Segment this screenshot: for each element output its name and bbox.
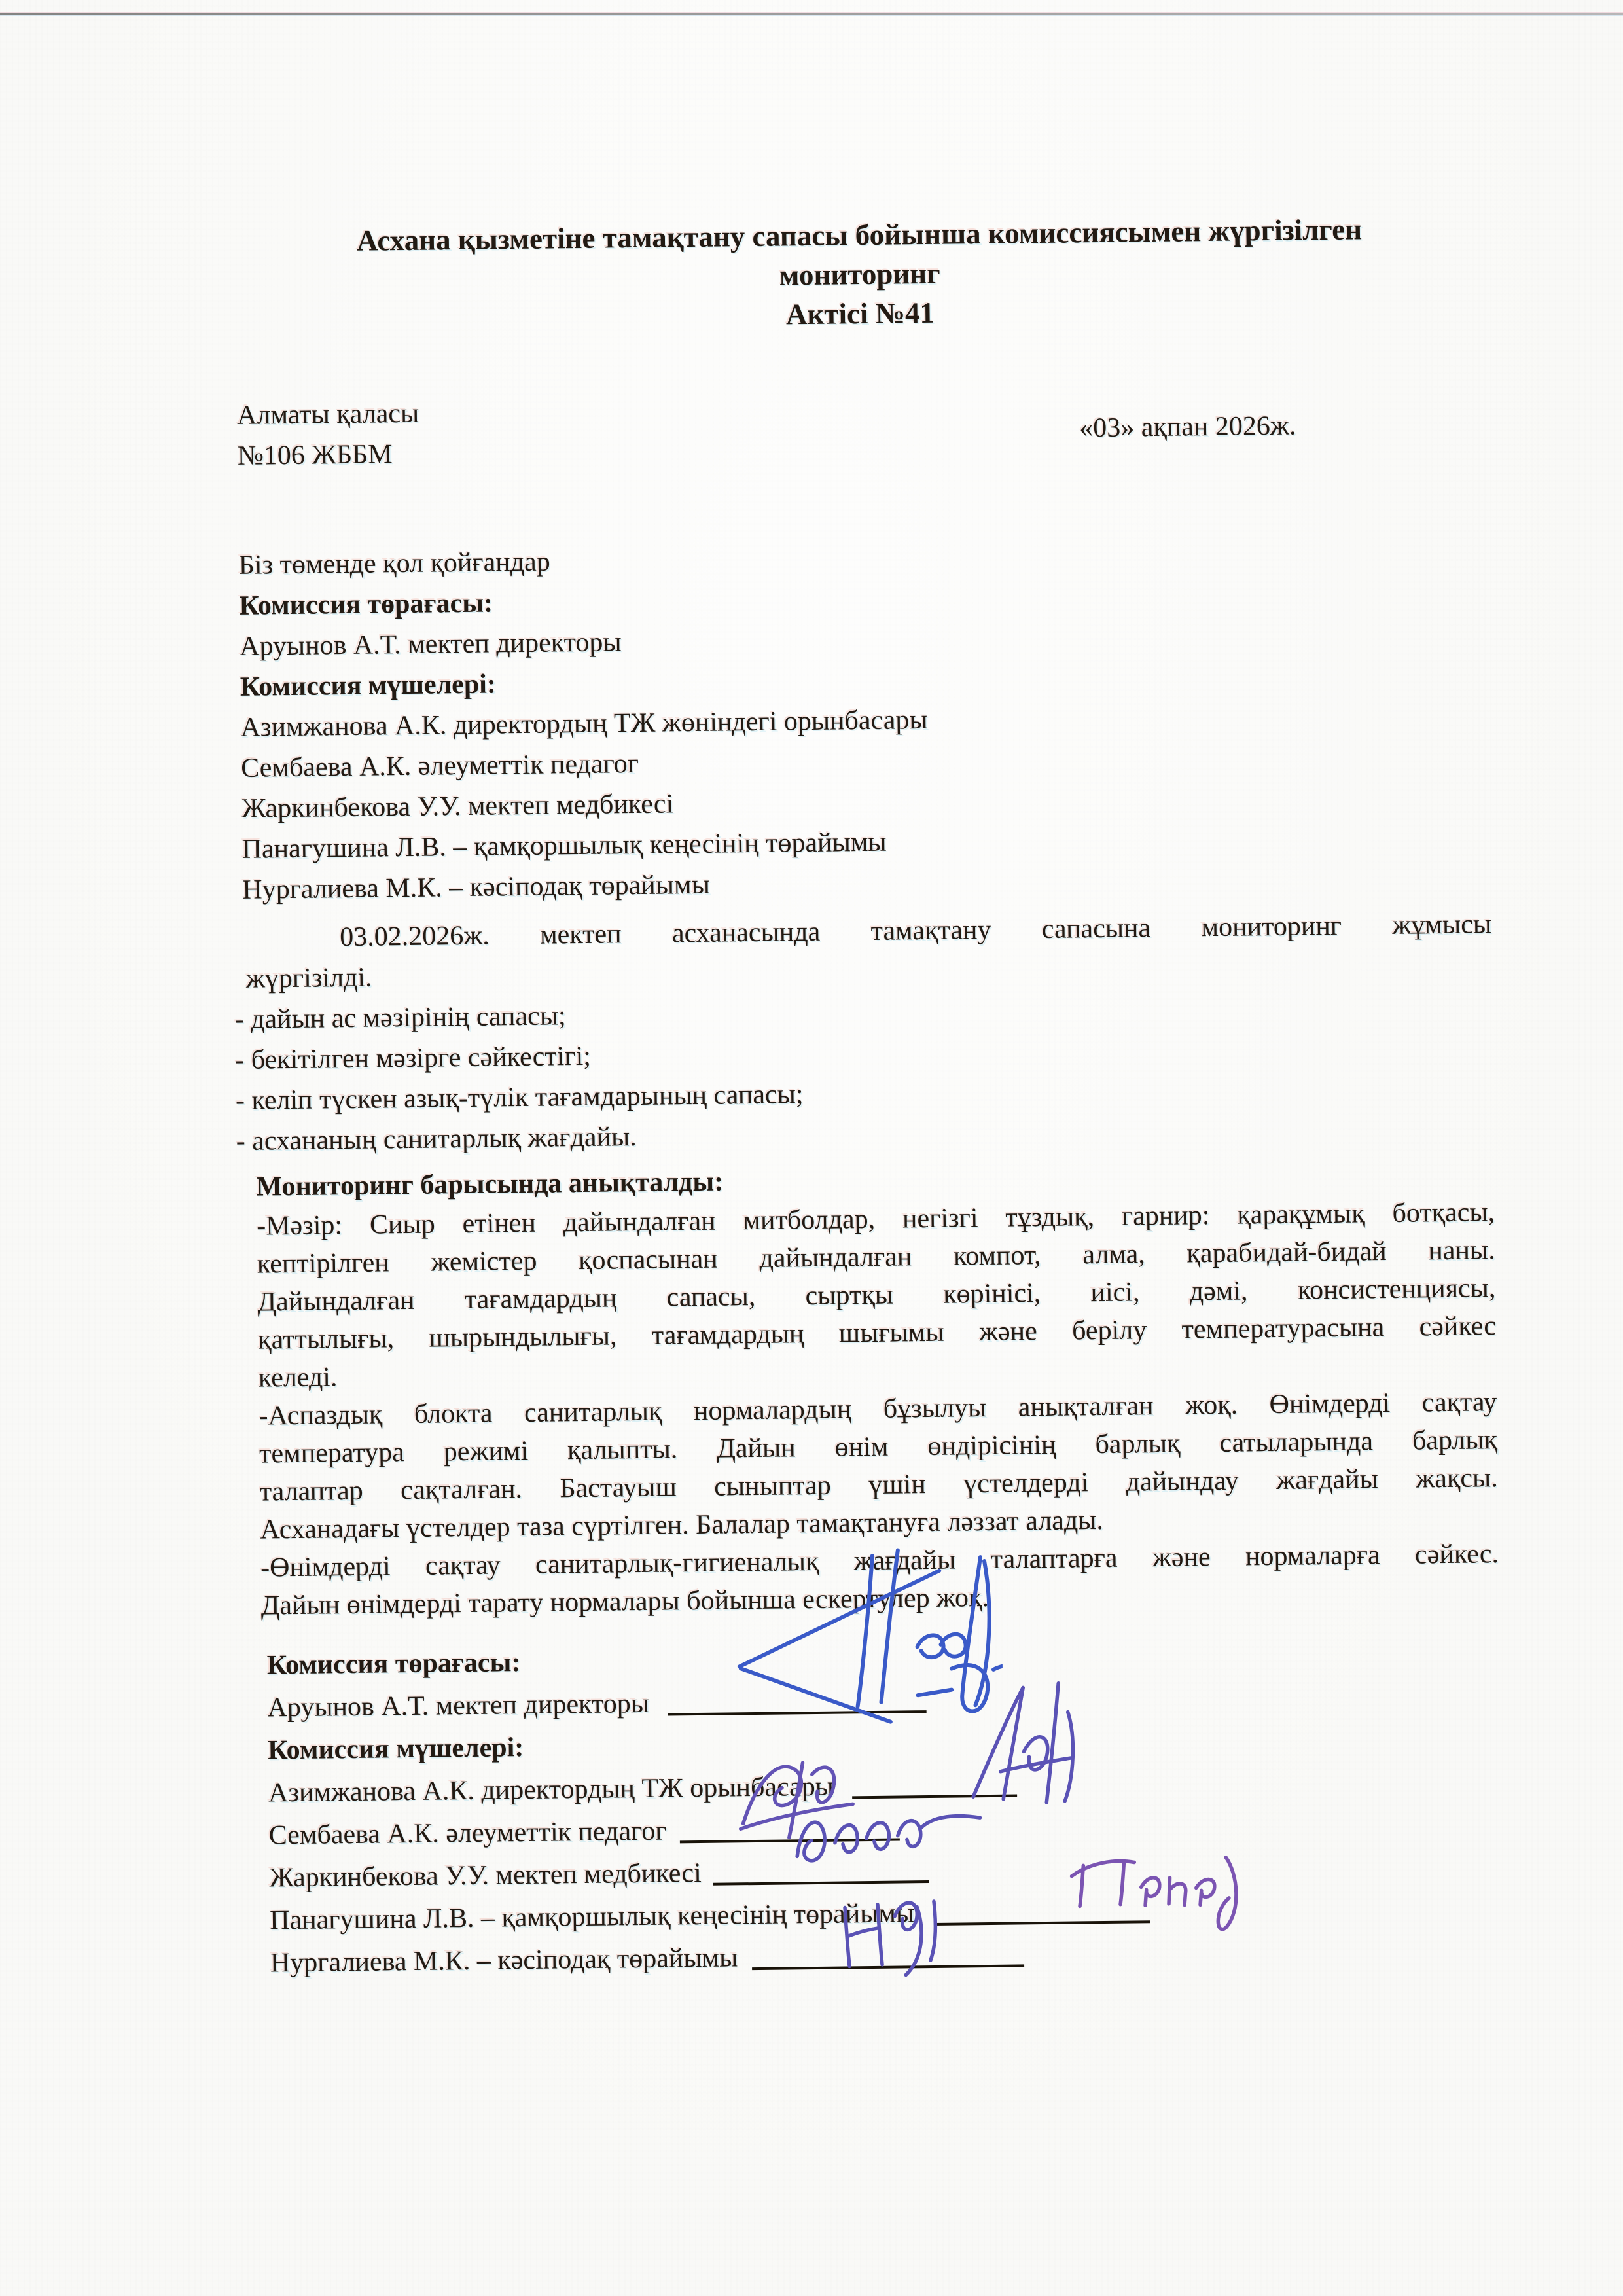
member-name: Панагушина Л.В. – қамқоршылық кеңесінің төрайымы — [241, 827, 887, 865]
finding-line: талаптар сақталған. Бастауыш сыныптар үшін үстелдерді дайындау жағдайы жақсы. — [259, 1463, 1498, 1507]
member-name: Нургалиева М.К. – кәсіподақ төрайымы — [242, 869, 711, 905]
checklist-item: - дайын ас мәзірінің сапасы; — [234, 1001, 566, 1035]
member-name: Жаркинбекова У.У. мектеп медбикесі — [241, 789, 674, 824]
checklist — [234, 985, 1494, 1162]
document-title — [235, 208, 1485, 340]
finding-paragraph-storage — [260, 1535, 1499, 1624]
finding-line: температура режимі қалыпты. Дайын өнім өндірісінің барлық сатыларында барлық — [259, 1425, 1498, 1469]
meta-block — [237, 381, 1486, 476]
finding-line: -Аспаздық блокта санитарлық нормалардың бұзылуы анықталған жоқ. Өнімдерді сақтау — [259, 1387, 1497, 1431]
commission-roster — [239, 571, 1491, 910]
document-date: «03» ақпан 2026ж. — [1079, 410, 1296, 444]
signing-chair-heading: Комиссия төрағасы: — [266, 1647, 521, 1681]
signature-line — [852, 1789, 1017, 1799]
signing-member-name: Жаркинбекова У.У. мектеп медбикесі — [269, 1857, 702, 1893]
signing-member-name: Нургалиева М.К. – кәсіподақ төрайымы — [270, 1943, 738, 1979]
signature-line — [680, 1833, 900, 1844]
members-list — [240, 693, 1491, 910]
signing-member-name: Сембаева А.К. әлеуметтік педагог — [268, 1816, 667, 1851]
finding-line: -Өнімдерді сақтау санитарлық-гигиеналық жағдайы талаптарға және нормаларға сәйкес. — [260, 1539, 1499, 1583]
signature-line — [752, 1959, 1024, 1970]
monitoring-intro-line: 03.02.2026ж. мектеп асханасында тамақтану сапасына мониторинг жұмысы — [339, 909, 1492, 953]
title-line: Асхана қызметіне тамақтану сапасы бойынша комиссиясымен жүргізілген — [356, 213, 1363, 257]
signature-line — [934, 1915, 1150, 1926]
school-label: №106 ЖББМ — [237, 439, 393, 471]
members-heading: Комиссия мүшелері: — [240, 669, 497, 702]
checklist-item: - асхананың санитарлық жағдайы. — [236, 1122, 637, 1157]
monitoring-intro-line: жүргізілді. — [245, 962, 372, 994]
finding-paragraph-sanitary — [259, 1383, 1499, 1549]
signature-line — [668, 1705, 926, 1715]
intro-line: Біз төменде қол қойғандар — [238, 547, 550, 581]
checklist-item: - келіп түскен азық-түлік тағамдарының сапасы; — [235, 1079, 804, 1116]
signature-line — [713, 1875, 929, 1886]
checklist-item: - бекітілген мәзірге сәйкестігі; — [235, 1041, 592, 1075]
city-label: Алматы қаласы — [236, 398, 419, 431]
monitoring-intro-paragraph — [245, 904, 1492, 999]
signing-block — [266, 1630, 1503, 1984]
signing-member-name: Панагушина Л.В. – қамқоршылық кеңесінің төрайымы — [269, 1898, 915, 1936]
findings-heading: Мониторинг барысында анықталды: — [256, 1166, 724, 1202]
finding-line: Дайын өнімдерді тарату нормалары бойынша ескертулер жоқ. — [260, 1582, 990, 1621]
signing-members-heading: Комиссия мүшелері: — [268, 1732, 524, 1766]
chair-name: Аруынов А.Т. мектеп директоры — [239, 627, 622, 662]
signing-member-name: Азимжанова А.К. директордың ТЖ орынбасары — [268, 1771, 834, 1808]
finding-line: Асханадағы үстелдер таза сүртілген. Балалар тамақтануға ләззат алады. — [260, 1505, 1104, 1545]
finding-line: -Мәзір: Сиыр етінен дайындалған митболдар, негізгі тұздық, гарнир: қарақұмық ботқасы, — [256, 1197, 1495, 1242]
finding-line: қаттылығы, шырындылығы, тағамдардың шығымы және берілу температурасына сәйкес — [257, 1311, 1497, 1355]
member-name: Сембаева А.К. әлеуметтік педагог — [240, 748, 639, 783]
member-name: Азимжанова А.К. директордың ТЖ жөніндегі орынбасары — [240, 704, 928, 743]
finding-line: кептірілген жемістер қоспасынан дайындалған компот, алма, қарабидай-бидай наны. — [257, 1235, 1495, 1280]
signing-chair-name: Аруынов А.Т. мектеп директоры — [267, 1688, 650, 1723]
finding-paragraph-menu — [257, 1193, 1497, 1397]
finding-line: келеді. — [258, 1362, 338, 1393]
title-line: мониторинг — [779, 257, 940, 292]
title-line: Актісі №41 — [785, 296, 935, 331]
chair-heading: Комиссия төрағасы: — [239, 588, 493, 621]
finding-line: Дайындалған тағамдардың сапасы, сыртқы көрінісі, иісі, дәмі, консистенциясы, — [257, 1273, 1496, 1318]
